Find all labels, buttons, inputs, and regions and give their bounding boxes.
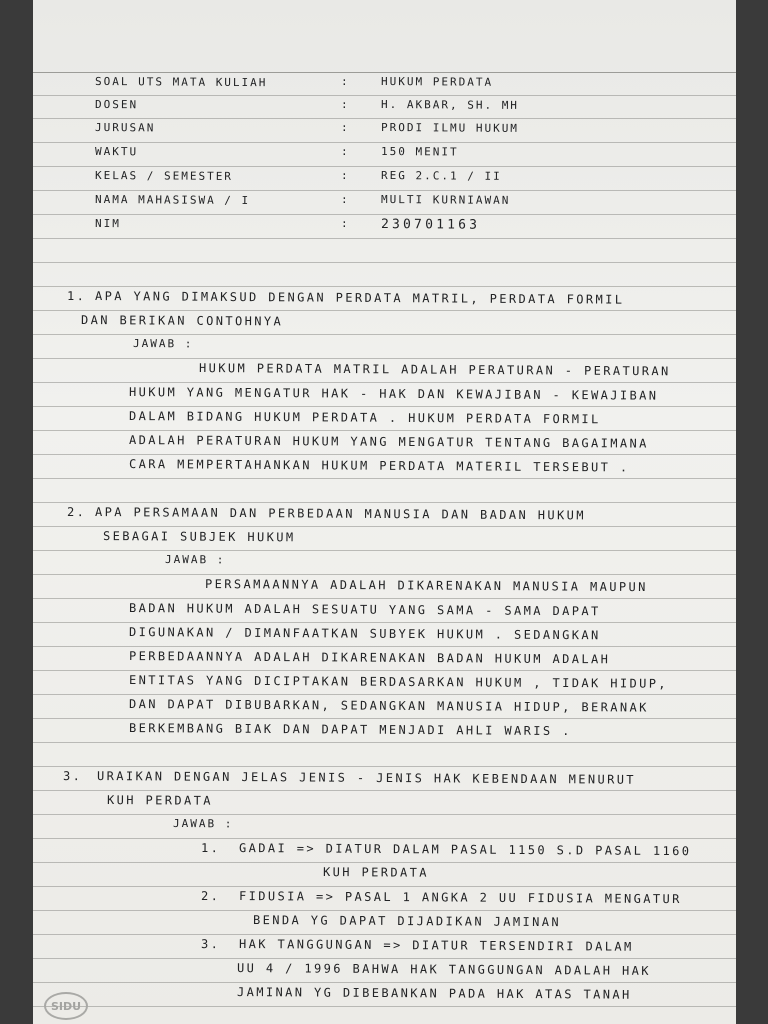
item-line: FIDUSIA => PASAL 1 ANGKA 2 UU FIDUSIA MENGATUR: [238, 889, 682, 907]
question-text: URAIKAN DENGAN JELAS JENIS - JENIS HAK KEBENDAAN MENURUT: [96, 769, 637, 787]
item-line: BENDA YG DAPAT DIJADIKAN JAMINAN: [252, 913, 562, 930]
answer-line: DAN DAPAT DIBUBARKAN, SEDANGKAN MANUSIA HIDUP, BERANAK: [128, 697, 649, 715]
answer-line: DALAM BIDANG HUKUM PERDATA . HUKUM PERDATA FORMIL: [128, 409, 601, 427]
answer-line: CARA MEMPERTAHANKAN HUKUM PERDATA MATERIL TERSEBUT .: [128, 457, 630, 475]
header-separator: :: [340, 121, 350, 135]
header-label: NIM: [94, 217, 121, 231]
item-line: JAMINAN YG DIBEBANKAN PADA HAK ATAS TANAH: [236, 985, 632, 1002]
question-text: APA YANG DIMAKSUD DENGAN PERDATA MATRIL, PERDATA FORMIL: [94, 289, 625, 307]
answer-line: ADALAH PERATURAN HUKUM YANG MENGATUR TENTANG BAGAIMANA: [128, 433, 649, 451]
header-separator: :: [340, 217, 350, 231]
question-text: KUH PERDATA: [106, 793, 213, 808]
header-value: PRODI ILMU HUKUM: [380, 121, 520, 135]
answer-label: JAWAB :: [172, 817, 234, 831]
answer-label: JAWAB :: [132, 337, 194, 351]
answer-line: HUKUM PERDATA MATRIL ADALAH PERATURAN - PERATURAN: [198, 361, 671, 379]
item-number: 1.: [200, 841, 221, 856]
item-line: UU 4 / 1996 BAHWA HAK TANGGUNGAN ADALAH HAK: [236, 961, 651, 978]
answer-line: PERSAMAANNYA ADALAH DIKARENAKAN MANUSIA MAUPUN: [204, 577, 648, 595]
notebook-page: [33, 0, 736, 1024]
header-label: WAKTU: [94, 145, 139, 159]
header-label: SOAL UTS MATA KULIAH: [94, 75, 268, 90]
header-value: 150 MENIT: [380, 145, 459, 159]
header-label: KELAS / SEMESTER: [94, 169, 234, 183]
header-separator: :: [340, 75, 350, 89]
question-number: 2.: [66, 505, 87, 520]
item-line: KUH PERDATA: [322, 865, 429, 880]
answer-line: BERKEMBANG BIAK DAN DAPAT MENJADI AHLI WARIS .: [128, 721, 572, 739]
answer-label: JAWAB :: [164, 553, 226, 567]
item-number: 2.: [200, 889, 221, 904]
question-text: DAN BERIKAN CONTOHNYA: [80, 313, 284, 329]
answer-line: HUKUM YANG MENGATUR HAK - HAK DAN KEWAJIBAN - KEWAJIBAN: [128, 385, 659, 403]
header-separator: :: [340, 145, 350, 159]
header-label: NAMA MAHASISWA / I: [94, 193, 251, 208]
question-number: 1.: [66, 289, 87, 304]
header-value: HUKUM PERDATA: [380, 75, 494, 89]
header-separator: :: [340, 98, 350, 112]
header-separator: :: [340, 193, 350, 207]
question-text: APA PERSAMAAN DAN PERBEDAAN MANUSIA DAN BADAN HUKUM: [94, 505, 586, 523]
header-value: REG 2.C.1 / II: [380, 169, 502, 183]
answer-line: ENTITAS YANG DICIPTAKAN BERDASARKAN HUKUM , TIDAK HIDUP,: [128, 673, 669, 691]
header-value: H. AKBAR, SH. MH: [380, 98, 520, 112]
header-value-nim: 230701163: [380, 217, 481, 233]
header-separator: :: [340, 169, 350, 183]
answer-line: BADAN HUKUM ADALAH SESUATU YANG SAMA - SAMA DAPAT: [128, 601, 601, 619]
item-line: GADAI => DIATUR DALAM PASAL 1150 S.D PASAL 1160: [238, 841, 692, 859]
header-value: MULTI KURNIAWAN: [380, 193, 511, 207]
header-label: DOSEN: [94, 98, 139, 112]
question-number: 3.: [62, 769, 83, 784]
item-line: HAK TANGGUNGAN => DIATUR TERSENDIRI DALAM: [238, 937, 634, 954]
item-number: 3.: [200, 937, 221, 952]
header-label: JURUSAN: [94, 121, 156, 135]
answer-line: DIGUNAKAN / DIMANFAATKAN SUBYEK HUKUM . SEDANGKAN: [128, 625, 601, 643]
brand-watermark: SIDU: [44, 992, 88, 1020]
answer-line: PERBEDAANNYA ADALAH DIKARENAKAN BADAN HUKUM ADALAH: [128, 649, 611, 667]
question-text: SEBAGAI SUBJEK HUKUM: [102, 529, 296, 545]
